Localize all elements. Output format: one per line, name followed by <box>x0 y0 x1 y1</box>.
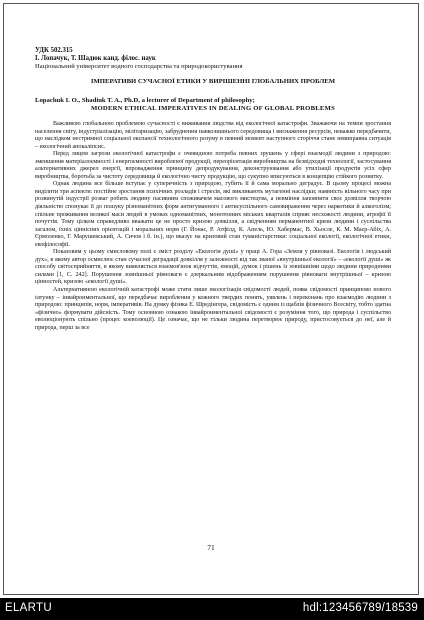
title-ua: ІМПЕРАТИВИ СУЧАСНОЇ ЕТИКИ У ВИРІШЕННІ ГЛОБАЛЬНИХ ПРОБЛЕМ <box>90 78 336 85</box>
paragraph: Перед лицем загрози екологічної катастрофи є очевидною потреба певних зрушень у сфері взаємодії людини з природою: зменшення матеріалоємності і енергоємності виробленої продукції, переорієнтація виробництва на безвідходні технології, застосування альтернативних джерел енергії, впровадження принципу депродукування, деконструювання або утилізації продуктів усіх сфер виробництва, боротьба за чистоту середовища й екологічно чисту продукцію, що сукупно вписуються в концепцію стійкого розвитку. <box>35 151 391 180</box>
udk-code: УДК 502.315 <box>35 47 73 54</box>
handle-link[interactable]: hdl:123456789/18539 <box>302 602 418 614</box>
page-content <box>35 47 391 332</box>
paragraph: Показовим у цьому смисловому полі є зміст розділу «Екологія душі» у праці А. Гора «Земля у рівновазі. Екологія і людський дух», в якому автор осмислює стан сучасної деградації довкілля у залежності від так званої «внутрішньої екології» – «екології душі» як способу світосприйняття, в якому виявляється взаємов'язок відчуттів, емоцій, думок і рішень із зовнішніми щодо людини природними силами [1, С. 242]. Порушення зовнішньої рівноваги є дзеркальним відображенням порушення рівноваги внутрішньої – кризою цінностей, кризою «екології душі». <box>35 249 391 286</box>
paragraph: Однак людина все більше вступає у суперечність з природою, губить її й сама морально деградує. В цьому процесі можна виділити три аспекти: постійне зростання психічних розладів і стресів, які викликають мутагенні наслідки; наявність вільного часу при розвинутій індустрії розваг робить людину пасивним споживачем масового мистецтва, а невміння заповнити своє дозвілля творчою діяльністю спонукає її до пошуку різноманітних форм антигуманного і антисуспільного самовираження через наркотики й алкоголізм; спільне проживання великої маси людей в умовах одноманітних, монотонних міських кварталів сприяє несхожості людини, атрофії її почуттів. Тому цілком справедливо вважати це не просто кризою довкілля, а свідченням перманентної кризи людини і суспільства загалом, їхніх ціннісних орієнтацій і моральних норм (Г. Йонас, Р. Атфілд, К. Апель, Ю. Хабермас, В. Хьосле, К. М. Маєр-Абіх, А. Єрмоленко, Г. Марушевський, А. Сичов і б. ін.), що вказує на кризовий стан гуманістарстики: соціальної екології, екологічної етики, екофілософії. <box>35 181 391 248</box>
authors-en: Lopachuk I. O., Shadiuk T. A., Ph.D, a lecturer of Department of philosophy; <box>35 97 255 104</box>
paragraph: Важливою глобальною проблемою сучасності є виживання людства від екологічної катастрофи. Зважаючи на темпи зростання населення світу, індустріалізацію, мілітаризацію, забруднення навколишнього середовища і виснаження ресурсів, неважко передбачити, що наслідком нестримної соціальної експансії технологічного розуму в певний момент наступного сторіччя стане невиправна ситуація – екологічний апокаліпсис. <box>35 121 391 150</box>
authors-ua: І. Лопачук, Т. Шадюк канд. філос. наук <box>35 55 156 62</box>
repository-footer <box>0 598 424 620</box>
page-number: 71 <box>207 543 215 552</box>
title-en: MODERN ETHICAL IMPERATIVES IN DEALING OF GLOBAL PROBLEMS <box>91 105 335 112</box>
document-page <box>3 3 419 595</box>
affiliation: Національний університет водного господарства та природокористування <box>35 63 243 70</box>
article-body <box>35 121 391 332</box>
repository-name: ELARTU <box>5 602 52 614</box>
paragraph: Альтернативною екологічній катастрофі може стати лише екологізація свідомості людей, поява свідомості принципово нового ґатунку – інвайронментальної, що передбачає вироблення у кожного твердих понять, уявлень і переконань про взаємодію людини з природою: принципів, норм, імперативів. На думку фізика Е. Шредінгера, свідомість є одним із щаблів фізичного Всесвіту, тобто здатна «фізично» формувати дійсність. Тому основною ознакою інвайронментальної свідомості є розуміння того, що природа і суспільство еволюціонують спільно (процес коеволюції). Це означає, що не тільки людина перетворює природу, пристосовується до неї, але й природа, перш за все <box>35 287 391 331</box>
